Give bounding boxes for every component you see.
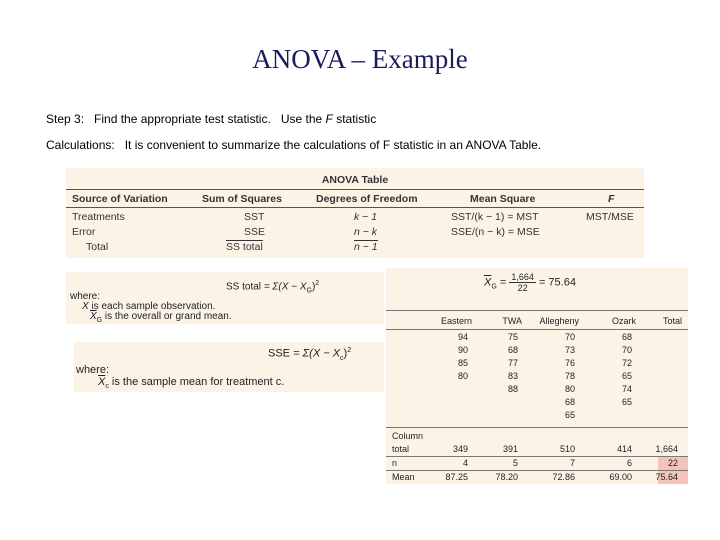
sse-close: ) (343, 347, 348, 360)
step-label: Step 3: (46, 112, 85, 126)
ss-total-formula (226, 280, 319, 294)
anova-row-df: n − 1 (354, 241, 378, 253)
anova-row-ss: SST (244, 211, 265, 223)
grand-mean-sub: G (491, 283, 497, 291)
column-total-value: 349 (452, 444, 468, 454)
mean-label: Mean (392, 472, 415, 482)
anova-caption: ANOVA Table (321, 174, 389, 186)
step-use-suffix: statistic (336, 112, 377, 126)
mean-value: 78.20 (495, 472, 518, 482)
column-header: Ozark (611, 316, 636, 326)
data-cell: 70 (621, 345, 632, 355)
n-label: n (392, 458, 398, 468)
anova-table (66, 168, 644, 258)
data-cell: 65 (564, 410, 575, 420)
n-value: 7 (569, 458, 575, 468)
column-header: Eastern (440, 316, 472, 326)
data-cell: 94 (457, 332, 468, 342)
column-total-value: 391 (502, 444, 518, 454)
ss-total-rhs: = Σ(X − X (263, 281, 307, 293)
anova-row-source: Total (86, 241, 109, 253)
data-rule-header (386, 329, 688, 330)
sse-line-sub: c (105, 383, 109, 391)
anova-row-df: n − k (354, 226, 378, 238)
data-rule-n (386, 456, 688, 457)
data-rule-summary (386, 427, 688, 428)
ss-total-line1-text: is each sample observation. (91, 301, 216, 312)
column-header: Allegheny (539, 316, 579, 326)
anova-row-source: Treatments (72, 211, 125, 223)
n-value: 4 (462, 458, 468, 468)
mean-value: 69.00 (609, 472, 632, 482)
mean-value: 87.25 (445, 472, 468, 482)
ss-total-where: where: (70, 291, 101, 302)
n-value: 5 (512, 458, 518, 468)
anova-header-ss: Sum of Squares (202, 193, 282, 205)
data-cell: 73 (564, 345, 575, 355)
ss-total-line2-var: $\overline{X}$ (90, 311, 97, 322)
column-total-value: 510 (559, 444, 575, 454)
anova-header-source: Source of Variation (72, 193, 168, 205)
sse-line-text: is the sample mean for treatment c. (111, 376, 285, 388)
sse-where: where: (76, 364, 110, 376)
anova-rule-top (66, 189, 644, 190)
anova-row-ss: SSE (244, 226, 266, 238)
column-total-label: Column (392, 431, 424, 441)
anova-header-f: F (608, 193, 615, 205)
grand-mean-formula: $\overline{X}_G$ = $\frac{1,664}{22}$ = 75.64 (484, 272, 576, 293)
mean-value: 72.86 (552, 472, 575, 482)
anova-row-df: k − 1 (354, 211, 378, 223)
calculations-text: It is convenient to summarize the calculations of F statistic in an ANOVA Table. (124, 138, 542, 152)
ss-total-sub: G (306, 287, 312, 295)
step-text: Find the appropriate test statistic. (94, 112, 271, 126)
ss-total-sup: 2 (315, 280, 320, 287)
data-cell: 74 (621, 384, 632, 394)
data-cell: 77 (507, 358, 518, 368)
sse-rhs: = Σ(X − X (293, 347, 341, 360)
data-cell: 76 (564, 358, 575, 368)
data-cell: 75 (507, 332, 518, 342)
step-use-var: F (325, 112, 333, 126)
ss-total-line-2 (90, 311, 232, 324)
data-cell: 83 (507, 371, 518, 381)
grand-mean-fraction (509, 272, 536, 293)
sse-sup: 2 (347, 347, 352, 354)
data-cell: 80 (457, 371, 468, 381)
sse-sub: c (340, 354, 344, 362)
ss-total-formula-box (66, 272, 384, 324)
sse-line-var: $\overline{X}$ (98, 376, 106, 388)
data-cell: 80 (564, 384, 575, 394)
ss-total-line1-var: X (82, 301, 89, 312)
anova-header-ms: Mean Square (470, 193, 536, 205)
slide-title: ANOVA – Example (252, 44, 468, 74)
anova-row-ms: SSE/(n − k) = MSE (451, 226, 540, 238)
step-use-prefix: Use the (280, 112, 323, 126)
data-cell: 78 (564, 371, 575, 381)
data-cell: 72 (621, 358, 632, 368)
ss-total-lhs: SS total (226, 281, 262, 293)
sse-line (98, 376, 284, 390)
data-cell: 88 (507, 384, 518, 394)
data-rule-mean (386, 470, 688, 471)
data-cell: 68 (507, 345, 518, 355)
column-total-label: total (392, 444, 410, 454)
anova-rule-header (66, 207, 644, 208)
n-value: 6 (626, 458, 632, 468)
grand-mean-result: = 75.64 (538, 276, 576, 289)
anova-row-ss: SS total (226, 241, 263, 253)
data-table (386, 268, 688, 484)
anova-row-f: MST/MSE (586, 211, 634, 223)
calculations-label: Calculations: (46, 138, 115, 152)
data-cell: 68 (564, 397, 575, 407)
data-rule-top (386, 310, 688, 311)
ss-total-close: ) (311, 281, 316, 293)
column-header: TWA (502, 316, 522, 326)
step-line (46, 112, 376, 126)
sse-formula-box (74, 342, 384, 392)
column-total-value: 414 (616, 444, 632, 454)
data-cell: 65 (621, 397, 632, 407)
data-cell: 85 (457, 358, 468, 368)
sse-lhs: SSE (268, 347, 291, 360)
mean-value: 75.64 (655, 472, 678, 482)
column-header: Total (662, 316, 682, 326)
column-total-value: 1,664 (655, 444, 678, 454)
anova-row-source: Error (72, 226, 96, 238)
ss-total-line2-sub: G (96, 317, 103, 324)
grand-mean-numerator: 1,664 (511, 272, 534, 282)
anova-header-df: Degrees of Freedom (316, 193, 418, 205)
data-cell: 70 (564, 332, 575, 342)
data-cell: 65 (621, 371, 632, 381)
grand-mean-lhs: $\overline{X}$ (484, 276, 492, 289)
ss-total-line2-text: is the overall or grand mean. (104, 311, 232, 322)
data-cell: 68 (621, 332, 632, 342)
sse-formula (268, 347, 351, 362)
data-cell: 90 (457, 345, 468, 355)
n-value: 22 (667, 458, 678, 468)
anova-row-ms: SST/(k − 1) = MST (451, 211, 539, 223)
calculations-line (46, 138, 541, 152)
grand-mean-denominator: 22 (517, 283, 528, 293)
